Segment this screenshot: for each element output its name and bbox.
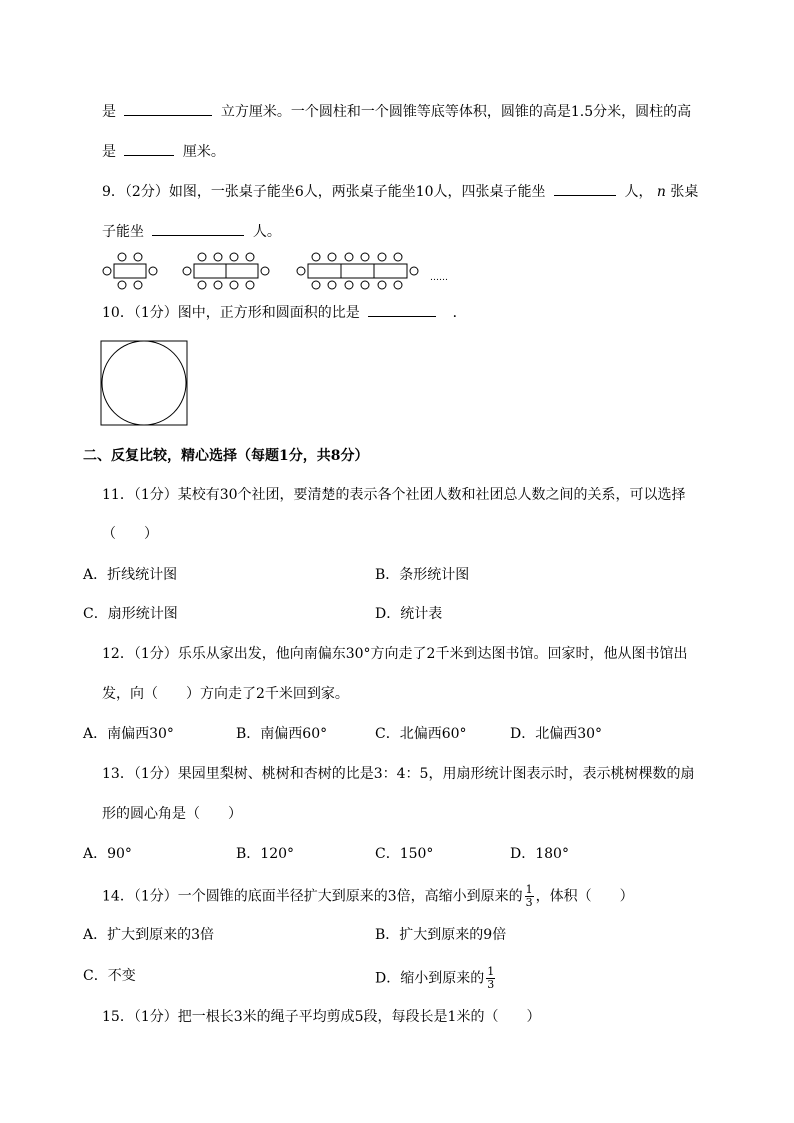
q11-option-a[interactable]: A．折线统计图 xyxy=(83,567,178,583)
q9-ellipsis: …… xyxy=(430,273,448,283)
q14-question-end: ，体积（ ） xyxy=(535,888,634,905)
q9-tables-figure xyxy=(98,252,458,292)
q13-option-c[interactable]: C．150° xyxy=(375,846,434,862)
q8-line1 xyxy=(102,101,691,122)
q13-option-b[interactable]: B．120° xyxy=(236,846,295,862)
q8-line2-text: 厘米。 xyxy=(182,144,225,160)
q14-option-b[interactable]: B．扩大到原来的9倍 xyxy=(375,927,507,943)
q8-line2-prefix: 是 xyxy=(102,144,116,160)
q8-answer-blank-1[interactable] xyxy=(124,101,212,116)
q12-option-d[interactable]: D．北偏西30° xyxy=(510,726,603,742)
q9-line2-prefix: 子能坐 xyxy=(102,224,144,240)
q14-fraction xyxy=(525,884,534,909)
q14-option-d[interactable] xyxy=(375,966,497,991)
q12-question-line1: 12．（1分）乐乐从家出发，他向南偏东30°方向走了2千米到达图书馆。回家时，他从图书馆出 xyxy=(102,646,688,662)
q13-option-d[interactable]: D．180° xyxy=(510,846,569,862)
q15-question-text: 15．（1分）把一根长3米的绳子平均剪成5段，每段长是1米的（ ） xyxy=(102,1009,541,1025)
q11-option-b[interactable]: B．条形统计图 xyxy=(375,567,470,583)
q13-option-a[interactable]: A．90° xyxy=(83,846,132,862)
q9-line2 xyxy=(102,221,281,242)
q11-answer-paren[interactable]: （ ） xyxy=(102,526,158,542)
q12-option-c[interactable]: C．北偏西60° xyxy=(375,726,467,742)
q13-question-line1: 13．（1分）果园里梨树、桃树和杏树的比是3：4：5，用扇形统计图表示时，表示桃树棵数的扇 xyxy=(102,766,695,782)
q12-option-b[interactable]: B．南偏西60° xyxy=(236,726,328,742)
q9-variable-n: n xyxy=(656,184,666,200)
q11-option-d[interactable]: D．统计表 xyxy=(375,606,443,622)
q14-option-d-denominator: 3 xyxy=(487,978,495,991)
q11-option-c[interactable]: C．扇形统计图 xyxy=(83,606,178,622)
q10-answer-blank[interactable] xyxy=(368,302,436,317)
q9-text-suffix: 张桌 xyxy=(670,184,699,200)
q14-fraction-denominator: 3 xyxy=(525,896,533,909)
q9-text-mid: 人， xyxy=(624,184,653,200)
q10-question-text: 10．（1分）图中，正方形和圆面积的比是 xyxy=(102,305,360,321)
q14-question-line xyxy=(102,884,634,909)
q8-line2 xyxy=(102,141,225,162)
q9-answer-blank-2[interactable] xyxy=(152,221,244,236)
q14-option-d-fraction xyxy=(486,966,495,991)
q14-question-text: 14．（1分）一个圆锥的底面半径扩大到原来的3倍，高缩小到原来的 xyxy=(102,888,523,905)
q10-line xyxy=(102,302,467,323)
q14-fraction-numerator: 1 xyxy=(525,883,533,896)
q9-line1 xyxy=(102,181,698,202)
q10-end: ． xyxy=(452,305,467,321)
q11-question-text: 11．（1分）某校有30个社团，要清楚的表示各个社团人数和社团总人数之间的关系，可以选择 xyxy=(102,487,686,503)
q10-square-circle-figure xyxy=(100,340,190,428)
q14-option-d-numerator: 1 xyxy=(487,965,495,978)
three-tables-diagram xyxy=(297,253,418,289)
two-tables-diagram xyxy=(183,253,269,289)
q9-answer-blank-1[interactable] xyxy=(554,181,616,196)
q9-line2-suffix: 人。 xyxy=(252,224,281,240)
q14-option-c[interactable]: C．不变 xyxy=(83,968,136,984)
q14-option-a[interactable]: A．扩大到原来的3倍 xyxy=(83,927,215,943)
q12-question-line2: 发，向（ ）方向走了2千米回到家。 xyxy=(102,686,349,702)
q8-line1-prefix: 是 xyxy=(102,104,116,120)
q12-option-a[interactable]: A．南偏西30° xyxy=(83,726,174,742)
q8-answer-blank-2[interactable] xyxy=(124,141,174,156)
section-2-title: 二、反复比较，精心选择（每题1分，共8分） xyxy=(83,448,369,464)
q9-question-text: 9．（2分）如图，一张桌子能坐6人，两张桌子能坐10人，四张桌子能坐 xyxy=(102,184,546,200)
q14-option-d-text: D．缩小到原来的 xyxy=(375,970,485,987)
q13-question-line2: 形的圆心角是（ ） xyxy=(102,806,242,822)
one-table-diagram xyxy=(103,253,157,289)
q8-line1-text: 立方厘米。一个圆柱和一个圆锥等底等体积，圆锥的高是1.5分米，圆柱的高 xyxy=(220,104,692,120)
circle-shape xyxy=(102,341,186,425)
